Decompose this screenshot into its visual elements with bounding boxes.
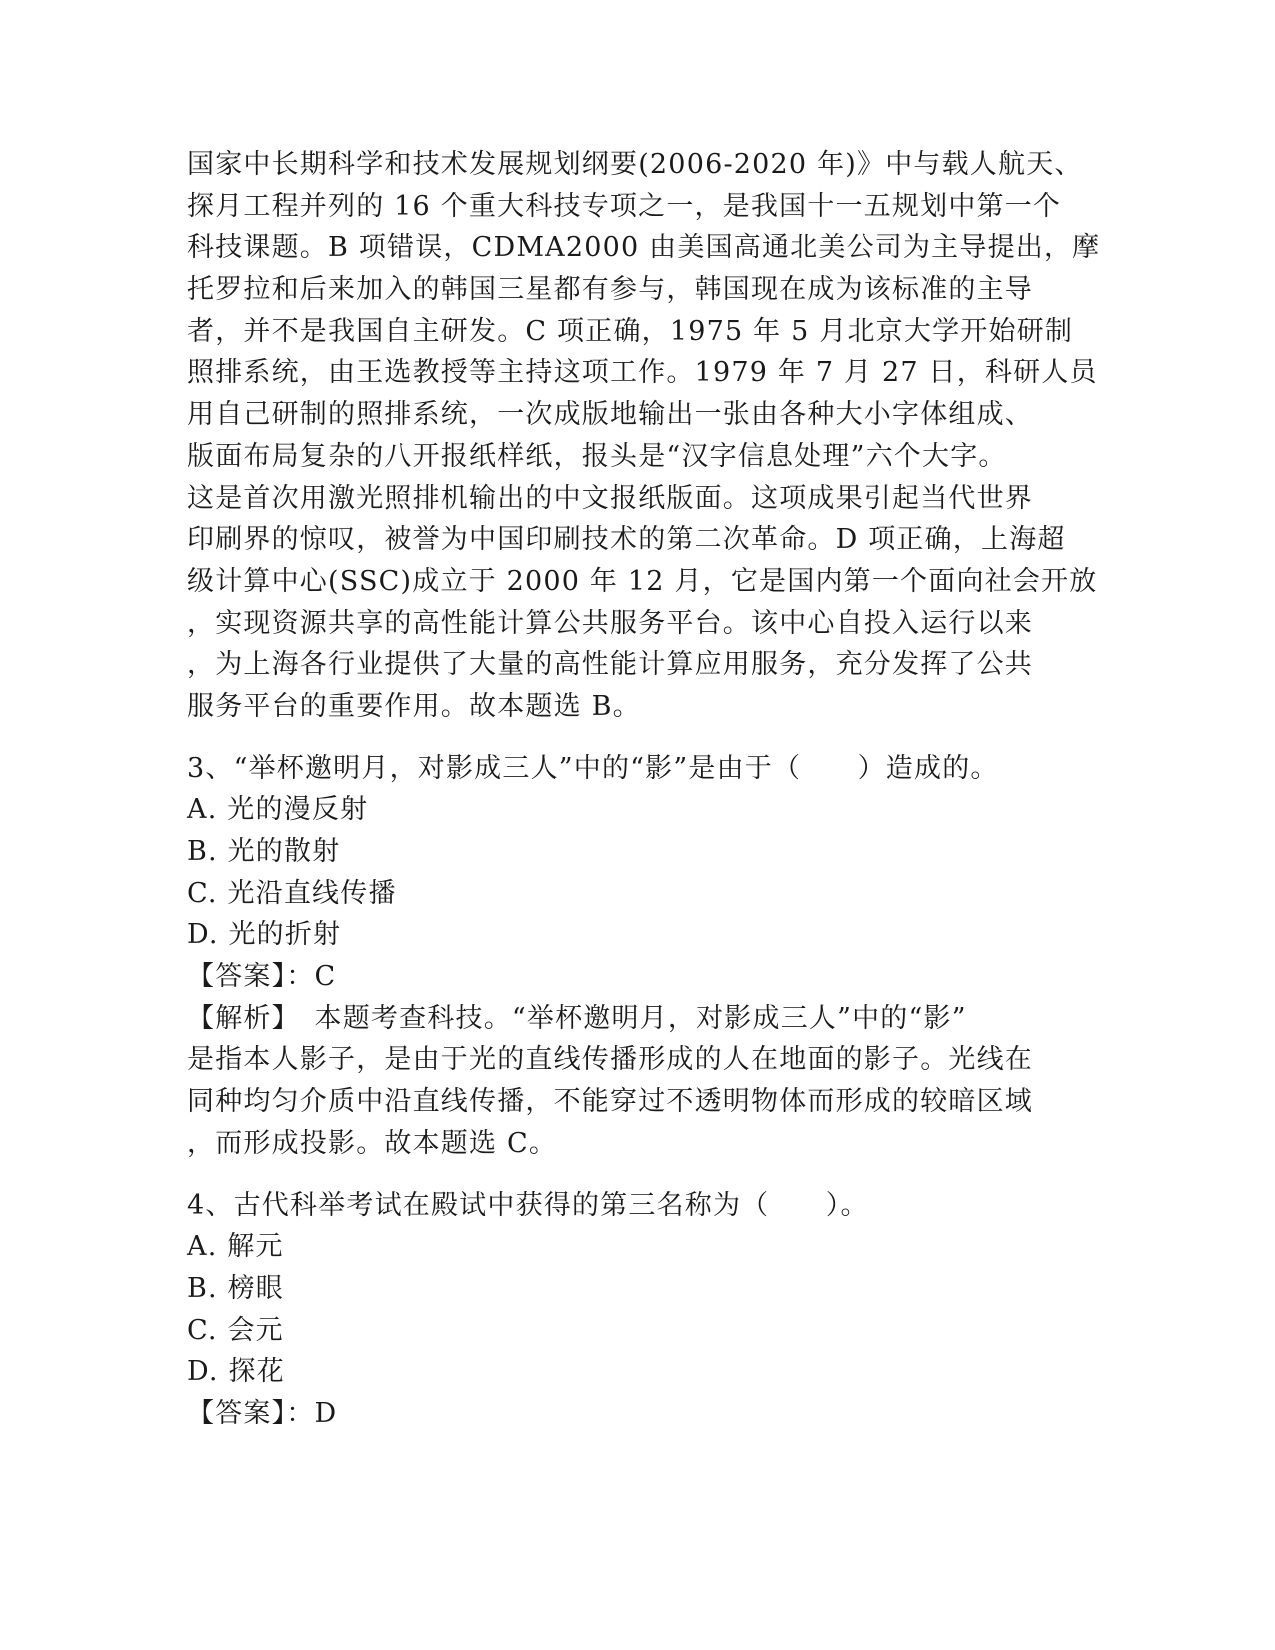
section-gap	[187, 728, 1087, 748]
analysis-line: 同种均匀介质中沿直线传播，不能穿过不透明物体而形成的较暗区域	[187, 1086, 1033, 1118]
text-line: 用自己研制的照排系统，一次成版地输出一张由各种大小字体组成、	[187, 399, 1033, 431]
text-line: 国家中长期科学和技术发展规划纲要(2006-2020 年)》中与载人航天、	[187, 149, 1083, 180]
section-gap	[187, 1165, 1087, 1185]
option-c: C. 光沿直线传播	[187, 877, 397, 909]
text-line: 印刷界的惊叹，被誉为中国印刷技术的第二次革命。D 项正确，上海超	[187, 524, 1066, 556]
text-line: 版面布局复杂的八开报纸样纸，报头是“汉字信息处理”六个大字。	[187, 440, 1007, 472]
text-line: 托罗拉和后来加入的韩国三星都有参与，韩国现在成为该标准的主导	[187, 274, 1033, 306]
analysis-line: 【解析】 本题考查科技。“举杯邀明月，对影成三人”中的“影”	[187, 1002, 967, 1034]
text-line: 照排系统，由王选教授等主持这项工作。1979 年 7 月 27 日，科研人员	[187, 357, 1098, 389]
question-4	[187, 1185, 1087, 1435]
analysis-continuation	[187, 144, 1101, 728]
text-line: ，为上海各行业提供了大量的高性能计算应用服务，充分发挥了公共	[187, 649, 1033, 681]
option-a: A. 光的漫反射	[187, 794, 369, 826]
text-line: 者，并不是我国自主研发。C 项正确，1975 年 5 月北京大学开始研制	[187, 315, 1074, 347]
text-line: 服务平台的重要作用。故本题选 B。	[187, 690, 641, 722]
question-stem: 4、古代科举考试在殿试中获得的第三名称为（ ）。	[187, 1189, 869, 1221]
text-line: 科技课题。B 项错误，CDMA2000 由美国高通北美公司为主导提出，摩	[187, 232, 1101, 264]
text-line: 这是首次用激光照排机输出的中文报纸版面。这项成果引起当代世界	[187, 482, 1033, 514]
text-line: 级计算中心(SSC)成立于 2000 年 12 月，它是国内第一个面向社会开放	[187, 565, 1098, 597]
option-d: D. 光的折射	[187, 919, 342, 951]
analysis-line: ，而形成投影。故本题选 C。	[187, 1127, 558, 1159]
document-page	[187, 144, 1101, 1435]
question-3	[187, 748, 1087, 1165]
answer-line: 【答案】：C	[187, 961, 337, 993]
option-b: B. 光的散射	[187, 836, 341, 867]
question-stem: 3、“举杯邀明月，对影成三人”中的“影”是由于（ ）造成的。	[187, 752, 999, 784]
option-c: C. 会元	[187, 1314, 284, 1346]
option-a: A. 解元	[187, 1231, 284, 1263]
text-line: ，实现资源共享的高性能计算公共服务平台。该中心自投入运行以来	[187, 607, 1033, 639]
analysis-line: 是指本人影子，是由于光的直线传播形成的人在地面的影子。光线在	[187, 1044, 1033, 1076]
text-line: 探月工程并列的 16 个重大科技专项之一，是我国十一五规划中第一个	[187, 190, 1062, 222]
answer-line: 【答案】：D	[187, 1397, 338, 1429]
option-b: B. 榜眼	[187, 1272, 285, 1304]
option-d: D. 探花	[187, 1356, 285, 1388]
